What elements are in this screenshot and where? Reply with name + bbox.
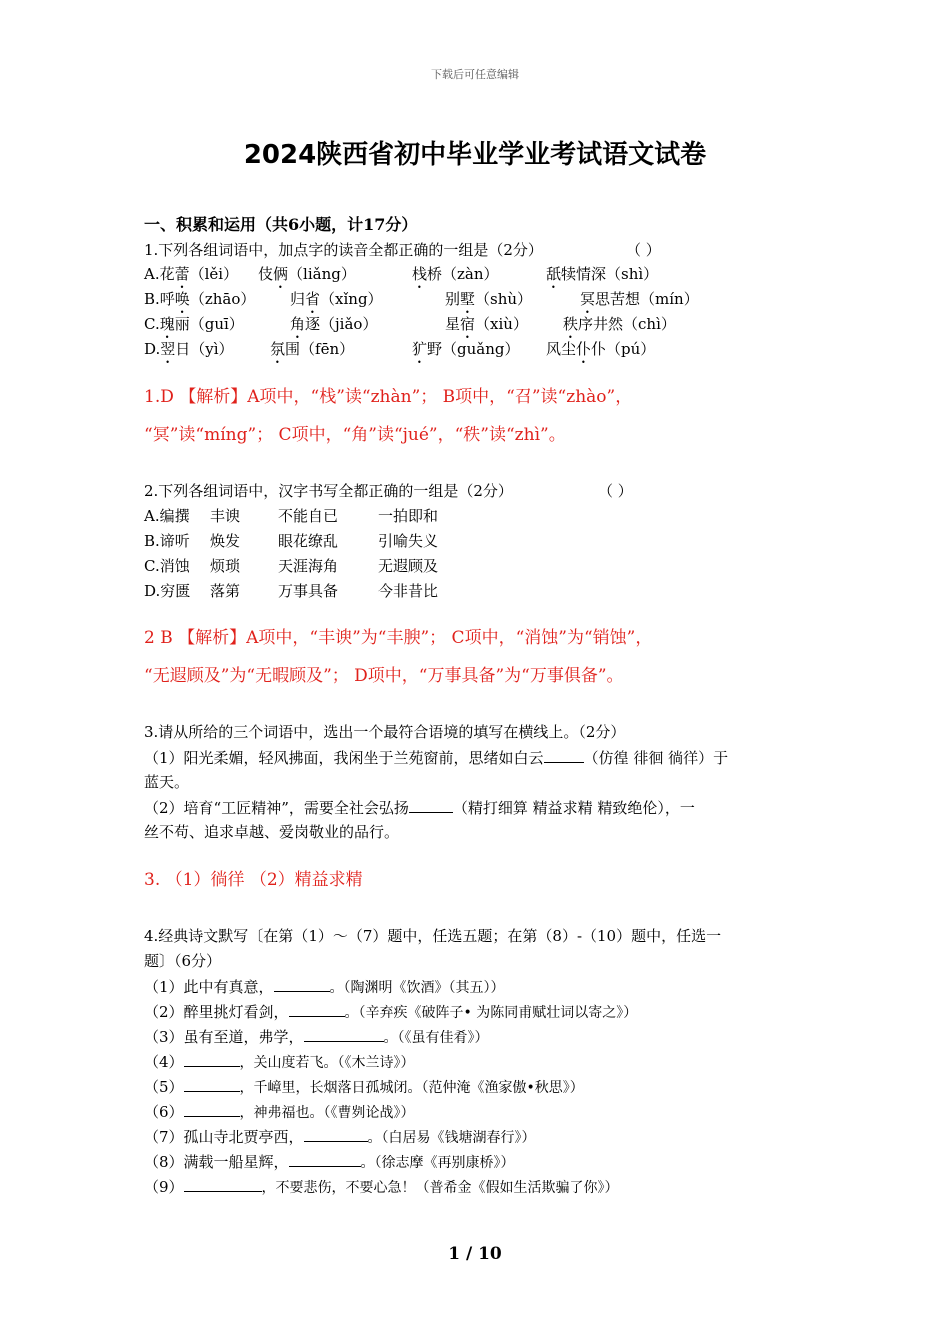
q3-s2-text-b: （精打细算 精益求精 精致绝伦），一 bbox=[452, 799, 695, 817]
q2-c-2: 烦琐 bbox=[210, 557, 241, 575]
q1-b-1: B.呼唤（zhāo） bbox=[144, 290, 256, 308]
q3-s1-text-b: （仿徨 徘徊 徜徉）于 bbox=[583, 749, 729, 767]
q1-a-2: 伎俩（liǎng） bbox=[258, 265, 356, 283]
q4-item-text: （9） bbox=[144, 1178, 184, 1196]
q4-item-text: （6） bbox=[144, 1103, 184, 1121]
q3-s1-text-a: （1）阳光柔媚，轻风拂面，我闲坐于兰苑窗前，思绪如白云 bbox=[144, 749, 544, 767]
q2-d-1: D.穷匮 bbox=[144, 582, 191, 600]
q2-a-1: A.编撰 bbox=[144, 507, 190, 525]
q4-item-source: 。（辛弃疾《破阵子• 为陈同甫赋壮词以寄之》） bbox=[344, 1005, 638, 1021]
q4-item-9 bbox=[144, 1176, 619, 1198]
q4-item-6 bbox=[144, 1101, 415, 1123]
q4-item-blank bbox=[274, 976, 330, 992]
q4-item-source: ，千嶂里，长烟落日孤城闭。（范仲淹《渔家傲•秋思》） bbox=[239, 1080, 584, 1096]
q2-answer-paren: （ ） bbox=[598, 482, 633, 500]
q4-item-1 bbox=[144, 976, 505, 998]
q2-analysis-line-2: “无遐顾及”为“无暇顾及”； D项中，“万事具备”为“万事俱备”。 bbox=[144, 666, 624, 686]
q4-item-source: ，关山度若飞。（《木兰诗》） bbox=[239, 1055, 415, 1071]
q1-d-3: 犷野（guǎng） bbox=[412, 340, 520, 358]
q4-item-blank bbox=[304, 1126, 368, 1142]
q4-item-blank bbox=[184, 1076, 240, 1092]
q4-item-blank bbox=[289, 1151, 361, 1167]
q2-stem: 2.下列各组词语中，汉字书写全都正确的一组是（2分） bbox=[144, 482, 513, 500]
q4-item-4 bbox=[144, 1051, 415, 1073]
q2-c-3: 天涯海角 bbox=[278, 557, 339, 575]
q4-item-text: （3）虽有至道，弗学， bbox=[144, 1028, 304, 1046]
q1-a-1: A.花蕾（lěi） bbox=[144, 265, 239, 283]
q4-item-3 bbox=[144, 1026, 489, 1048]
page-header: 下载后可任意编辑 bbox=[431, 68, 519, 81]
q2-analysis-line-1: 2 B 【解析】A项中，“丰谀”为“丰腴”； C项中，“消蚀”为“销蚀”， bbox=[144, 628, 653, 648]
q4-item-text: （5） bbox=[144, 1078, 184, 1096]
q4-item-source: 。（《虽有佳肴》） bbox=[383, 1030, 489, 1046]
q4-item-2 bbox=[144, 1001, 637, 1023]
q1-c-4: 秩序井然（chì） bbox=[563, 315, 676, 333]
q1-a-3: 栈桥（zàn） bbox=[412, 265, 499, 283]
q4-item-text: （1）此中有真意， bbox=[144, 978, 274, 996]
q1-a-4: 舐犊情深（shì） bbox=[546, 265, 659, 283]
page-title: 2024陕西省初中毕业学业考试语文试卷 bbox=[243, 140, 707, 170]
q2-c-1: C.消蚀 bbox=[144, 557, 190, 575]
q1-c-3: 星宿（xiù） bbox=[445, 315, 528, 333]
q4-item-source: 。（白居易《钱塘湖春行》） bbox=[367, 1130, 536, 1146]
q1-d-2: 氛围（fēn） bbox=[270, 340, 355, 358]
q1-c-2: 角逐（jiǎo） bbox=[290, 315, 378, 333]
q4-item-7 bbox=[144, 1126, 536, 1148]
q1-b-3: 别墅（shù） bbox=[445, 290, 533, 308]
q1-d-1: D.翌日（yì） bbox=[144, 340, 234, 358]
page-number: 1 / 10 bbox=[448, 1244, 502, 1264]
q2-a-2: 丰谀 bbox=[210, 507, 241, 525]
q2-c-4: 无遐顾及 bbox=[378, 557, 439, 575]
q3-sentence-1 bbox=[144, 747, 728, 768]
q1-b-4: 冥思苦想（mín） bbox=[580, 290, 699, 308]
q2-d-3: 万事具备 bbox=[278, 582, 339, 600]
q4-item-8 bbox=[144, 1151, 515, 1173]
q4-item-text: （7）孤山寺北贾亭西， bbox=[144, 1128, 304, 1146]
q4-item-blank bbox=[304, 1026, 384, 1042]
q3-s2-blank bbox=[409, 797, 453, 813]
q4-item-blank bbox=[289, 1001, 345, 1017]
q2-b-2: 焕发 bbox=[210, 532, 241, 550]
q4-item-blank bbox=[184, 1176, 262, 1192]
q4-stem-line-2: 题〕（6分） bbox=[144, 952, 222, 970]
q3-sentence-2-cont: 丝不苟、追求卓越、爱岗敬业的品行。 bbox=[144, 823, 400, 841]
q3-s1-blank bbox=[544, 747, 584, 763]
q2-a-3: 不能自已 bbox=[278, 507, 339, 525]
q1-analysis-line-2: “冥”读“míng”； C项中，“角”读“jué”，“秩”读“zhì”。 bbox=[144, 425, 566, 445]
q1-b-2: 归省（xǐng） bbox=[290, 290, 383, 308]
q3-sentence-2 bbox=[144, 797, 695, 818]
q4-item-blank bbox=[184, 1051, 240, 1067]
q4-item-source: ，不要悲伤，不要心急！（普希金《假如生活欺骗了你》） bbox=[261, 1180, 619, 1196]
q2-b-3: 眼花缭乱 bbox=[278, 532, 339, 550]
q4-item-text: （2）醉里挑灯看剑， bbox=[144, 1003, 289, 1021]
q1-d-4: 风尘仆仆（pú） bbox=[546, 340, 656, 358]
q1-analysis-line-1: 1.D 【解析】A项中，“栈”读“zhàn”； B项中，“召”读“zhào”， bbox=[144, 387, 633, 407]
q2-a-4: 一拍即和 bbox=[378, 507, 439, 525]
q4-item-source: ，神弗福也。（《曹刿论战》） bbox=[239, 1105, 415, 1121]
q2-d-4: 今非昔比 bbox=[378, 582, 439, 600]
q2-b-1: B.谛听 bbox=[144, 532, 190, 550]
q4-item-source: 。（徐志摩《再别康桥》） bbox=[360, 1155, 515, 1171]
q1-stem: 1.下列各组词语中，加点字的读音全都正确的一组是（2分） bbox=[144, 241, 543, 259]
q2-b-4: 引喻失义 bbox=[378, 532, 439, 550]
q4-item-text: （8）满载一船星辉， bbox=[144, 1153, 289, 1171]
q1-c-1: C.瑰丽（guī） bbox=[144, 315, 244, 333]
q4-item-source: 。（陶渊明《饮酒》（其五）） bbox=[329, 980, 505, 996]
section-heading: 一、积累和运用（共6小题，计17分） bbox=[144, 215, 418, 234]
q4-stem-line-1: 4.经典诗文默写〔在第（1）～（7）题中，任选五题；在第（8）-（10）题中，任选一 bbox=[144, 927, 722, 945]
q2-d-2: 落第 bbox=[210, 582, 241, 600]
q3-answer: 3. （1）徜徉 （2）精益求精 bbox=[144, 870, 363, 890]
q3-s2-text-a: （2）培育“工匠精神”，需要全社会弘扬 bbox=[144, 799, 409, 817]
q4-item-text: （4） bbox=[144, 1053, 184, 1071]
q1-answer-paren: （ ） bbox=[626, 241, 661, 259]
q3-sentence-1-cont: 蓝天。 bbox=[144, 773, 190, 791]
q4-item-5 bbox=[144, 1076, 584, 1098]
q4-item-blank bbox=[184, 1101, 240, 1117]
q3-stem: 3.请从所给的三个词语中，选出一个最符合语境的填写在横线上。（2分） bbox=[144, 723, 626, 741]
